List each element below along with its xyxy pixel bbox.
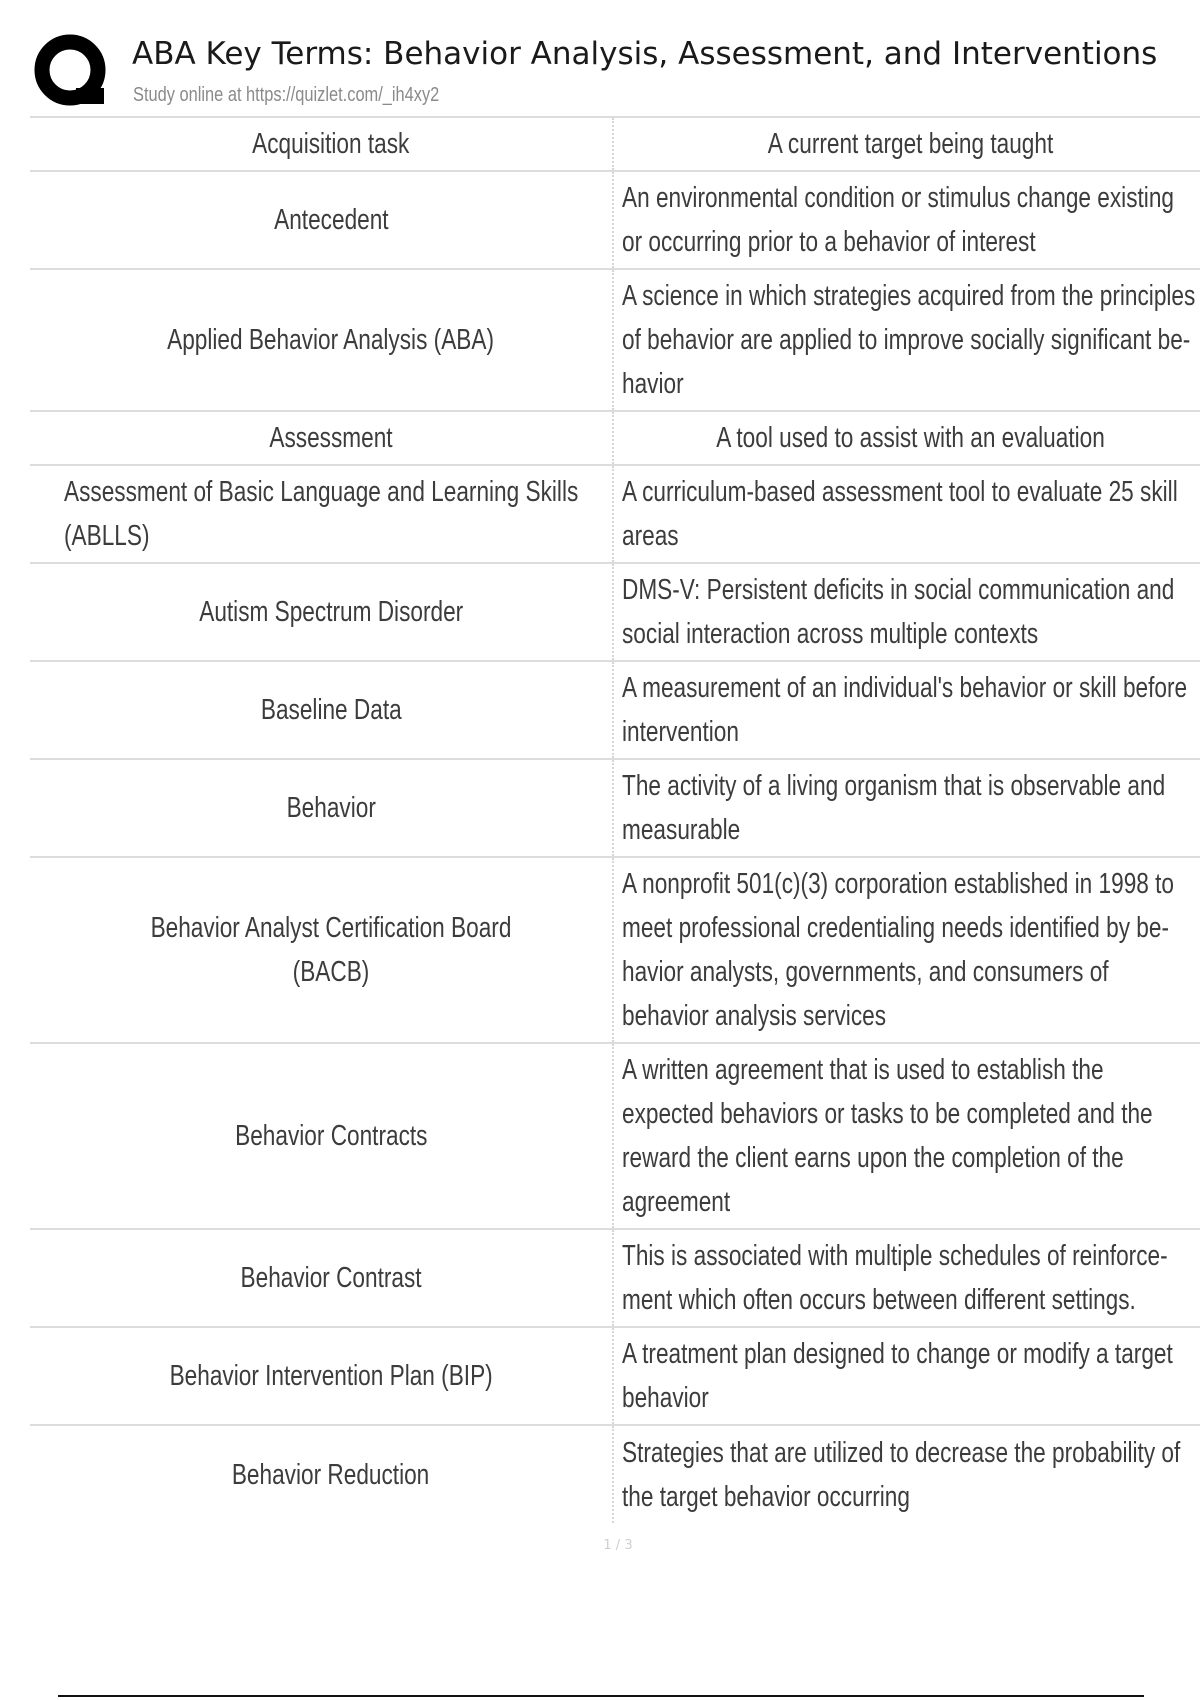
definition-cell [613, 1229, 1200, 1327]
term-row [30, 1327, 1200, 1425]
term-text: Assessment of Basic Language and Learning Skills (ABLLS) [64, 476, 579, 552]
term-cell [30, 1425, 613, 1523]
term-text: Assessment [269, 422, 393, 454]
term-text: Behavior Contracts [234, 1120, 428, 1152]
term-cell [30, 759, 613, 857]
definition-text: Strategies that are utilized to decrease the probability of the target behavior occurring [622, 1436, 1181, 1513]
definition-cell [613, 1327, 1200, 1425]
definition-text: This is associated with multiple schedules of reinforce- ment which often occurs between different settings. [622, 1240, 1168, 1316]
term-row [30, 411, 1200, 465]
term-cell [30, 117, 613, 171]
term-cell [30, 171, 613, 269]
page-number: 1 / 3 [603, 1538, 633, 1553]
definition-text: A treatment plan designed to change or modify a target behavior [622, 1338, 1173, 1414]
definition-text: The activity of a living organism that is observable and measurable [622, 770, 1166, 846]
page-header [30, 28, 1200, 116]
term-text: Behavior Reduction [232, 1458, 430, 1491]
definition-cell [613, 661, 1200, 759]
definition-text: An environmental condition or stimulus change existing or occurring prior to a behavior of interest [622, 182, 1174, 258]
definition-text: A measurement of an individual's behavior or skill before intervention [622, 672, 1188, 748]
definition-text: A written agreement that is used to establish the expected behaviors or tasks to be completed and the reward the client earns upon the completion of the agreement [622, 1054, 1153, 1218]
term-text: Autism Spectrum Disorder [199, 596, 463, 628]
definition-cell [613, 171, 1200, 269]
term-row [30, 1425, 1200, 1523]
term-cell [30, 857, 613, 1043]
term-cell [30, 1229, 613, 1327]
term-row [30, 759, 1200, 857]
term-cell [30, 1043, 613, 1229]
definition-text: A curriculum-based assessment tool to evaluate 25 skill areas [622, 476, 1178, 552]
page-title: ABA Key Terms: Behavior Analysis, Assessment, and Interventions [132, 36, 1158, 72]
term-row [30, 563, 1200, 661]
term-cell [30, 661, 613, 759]
definition-cell [613, 1043, 1200, 1229]
definition-cell [613, 411, 1200, 465]
term-text: Behavior Contrast [240, 1262, 422, 1294]
definition-cell [613, 563, 1200, 661]
term-text: Applied Behavior Analysis (ABA) [167, 324, 495, 356]
term-text: Baseline Data [260, 694, 402, 726]
definition-cell [613, 1425, 1200, 1523]
quizlet-logo-icon [32, 32, 112, 112]
term-text: Behavior [286, 792, 376, 824]
term-cell [30, 1327, 613, 1425]
definition-cell [613, 269, 1200, 411]
definition-text: A current target being taught [767, 128, 1054, 160]
bottom-divider [58, 1695, 1144, 1697]
study-online-link[interactable]: Study online at https://quizlet.com/_ih4xy2 [133, 84, 440, 106]
definition-cell [613, 117, 1200, 171]
term-row [30, 117, 1200, 171]
definition-text: A nonprofit 501(c)(3) corporation established in 1998 to meet professional credentialing needs identified by be- havior analysts, governments, and consumers of behavior analysis services [622, 868, 1175, 1032]
definition-cell [613, 759, 1200, 857]
definition-cell [613, 465, 1200, 563]
definition-text: DMS-V: Persistent deficits in social communication and social interaction across multiple contexts [622, 574, 1175, 650]
term-row [30, 171, 1200, 269]
term-cell [30, 465, 613, 563]
terms-table [30, 116, 1200, 1523]
term-row [30, 269, 1200, 411]
term-text: Behavior Intervention Plan (BIP) [169, 1360, 493, 1392]
term-cell [30, 411, 613, 465]
term-row [30, 1229, 1200, 1327]
term-row [30, 857, 1200, 1043]
definition-text: A science in which strategies acquired from the principles of behavior are applied to improve socially significant be- havior [622, 280, 1196, 400]
definition-text: A tool used to assist with an evaluation [716, 422, 1105, 454]
term-row [30, 1043, 1200, 1229]
term-text: Antecedent [273, 204, 389, 236]
definition-cell [613, 857, 1200, 1043]
term-cell [30, 269, 613, 411]
term-text: Behavior Analyst Certification Board (BACB) [150, 912, 512, 988]
term-text: Acquisition task [252, 128, 410, 160]
term-row [30, 465, 1200, 563]
term-row [30, 661, 1200, 759]
term-cell [30, 563, 613, 661]
